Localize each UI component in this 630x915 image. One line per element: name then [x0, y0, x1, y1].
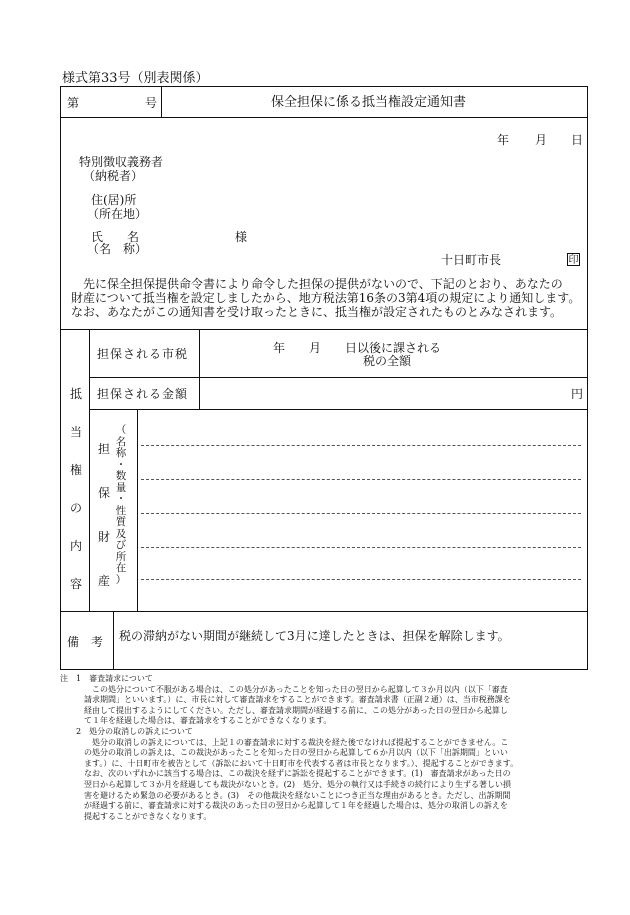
property-line-3: [141, 513, 581, 514]
tax-row-bottom: [89, 377, 587, 378]
note-line: 2 処分の取消しの訴えについて: [60, 726, 193, 736]
remarks-text: 税の滞納がない期間が継続して3月に達したときは、担保を解除します。: [119, 629, 510, 643]
secured-tax-value-line1: 年 月 日以後に課される: [273, 341, 442, 355]
addressee-type-paren: （納税者）: [83, 169, 144, 183]
secured-amount-label: 担保される金額: [97, 387, 189, 401]
body-bottom-line: [61, 329, 587, 330]
footnotes: [60, 674, 600, 822]
number-prefix: 第: [67, 96, 80, 110]
property-sub-label: （ 名 称 ・ 数 量 ・ 性 質 及 び 所 在 ）: [115, 424, 127, 586]
date-year: 年: [497, 133, 510, 147]
note-line: 請求期間」といいます。）に、市長に対して審査請求をすることができます。審査請求書（正副２通）は、当市税務課を: [60, 695, 511, 705]
property-line-1: [141, 445, 581, 446]
note-line: 提起することができなくなります。: [60, 811, 212, 821]
remarks-divider: [113, 611, 114, 669]
note-line: 注 1 審査請求について: [60, 674, 153, 683]
document-title: 保全担保に係る抵当権設定通知書: [271, 95, 467, 110]
address-label: 住(居)所: [91, 193, 137, 207]
secured-tax-value-line2: 税の全額: [363, 354, 412, 368]
body-line-3: なお、あなたがこの通知書を受け取ったときに、抵当権が設定されたものとみなされます。: [71, 305, 563, 319]
property-label-divider: [137, 409, 138, 611]
seal-mark: 印: [568, 255, 579, 266]
property-line-2: [141, 479, 581, 480]
note-line: が経過する前に、審査請求に対する裁決のあった日の翌日から起算して１年を経過した場合は、処分の取消しの訴えを: [60, 801, 508, 811]
issuer-title: 十日町市長: [441, 253, 502, 267]
name-label: 氏 名: [91, 230, 140, 244]
form-number-label: 様式第33号（別表関係）: [62, 71, 209, 86]
side-label-divider: [89, 329, 90, 611]
addressee-type: 特別徴収義務者: [79, 155, 164, 169]
secured-tax-label: 担保される市税: [97, 347, 189, 361]
honorific: 様: [235, 230, 248, 244]
number-suffix: 号: [145, 96, 158, 110]
notice-form-frame: [60, 86, 588, 670]
label-value-divider: [199, 329, 200, 409]
amount-unit: 円: [571, 387, 584, 401]
body-line-1: 先に保全担保提供命令書により命令した担保の提供がないので、下記のとおり、あなたの: [71, 277, 563, 291]
note-line: て１年を経過した場合は、審査請求をすることができなくなります。: [60, 716, 332, 726]
note-line: ます。）に、十日町市を被告として（訴訟において十日町市を代表する者は市長となります。）、提起することができます。: [60, 758, 519, 768]
property-line-5: [141, 579, 581, 580]
remarks-label: 備 考: [67, 635, 104, 649]
note-line: 経由して提出するようにしてください。ただし、審査請求期間が経過する前に、この処分があった日の翌日から起算し: [60, 705, 508, 715]
header-divider: [161, 87, 162, 117]
header-bottom-line: [61, 117, 587, 118]
note-line: この処分について不服がある場合は、この処分があったことを知った日の翌日から起算して３か月以内（以下「審査: [60, 684, 508, 694]
name-paren: （名 称）: [87, 242, 148, 256]
amount-row-bottom: [89, 409, 587, 410]
property-label: 担 保 財 産: [97, 442, 110, 588]
note-line: 翌日から起算して３か月を経過しても裁決がないとき。(2) 処分、処分の執行又は手続きの続行により生ずる著しい損: [60, 779, 512, 789]
remarks-top-line: [61, 611, 587, 612]
property-line-4: [141, 547, 581, 548]
side-label: 抵 当 権 の 内 容: [69, 387, 82, 591]
date-month: 月: [535, 133, 548, 147]
note-line: の処分の取消しの訴えは、この裁決があったことを知った日の翌日から起算して６か月以内（以下「出訴期間」といい: [60, 748, 508, 758]
address-paren: （所在地）: [87, 207, 148, 221]
note-line: なお、次のいずれかに該当する場合は、この裁決を経ずに訴訟を提起することができます。(1) 審査請求があった日の: [60, 769, 511, 779]
body-line-2: 財産について抵当権を設定しましたから、地方税法第16条の3第4項の規定により通知します。: [71, 291, 581, 305]
note-line: 害を避けるため緊急の必要があるとき。(3) その他裁決を経ないことにつき正当な理由があるとき。ただし、出訴期間: [60, 790, 511, 800]
date-day: 日: [571, 133, 584, 147]
note-line: 処分の取消しの訴えについては、上記１の審査請求に対する裁決を経た後でなければ提起することができません。こ: [60, 737, 509, 747]
